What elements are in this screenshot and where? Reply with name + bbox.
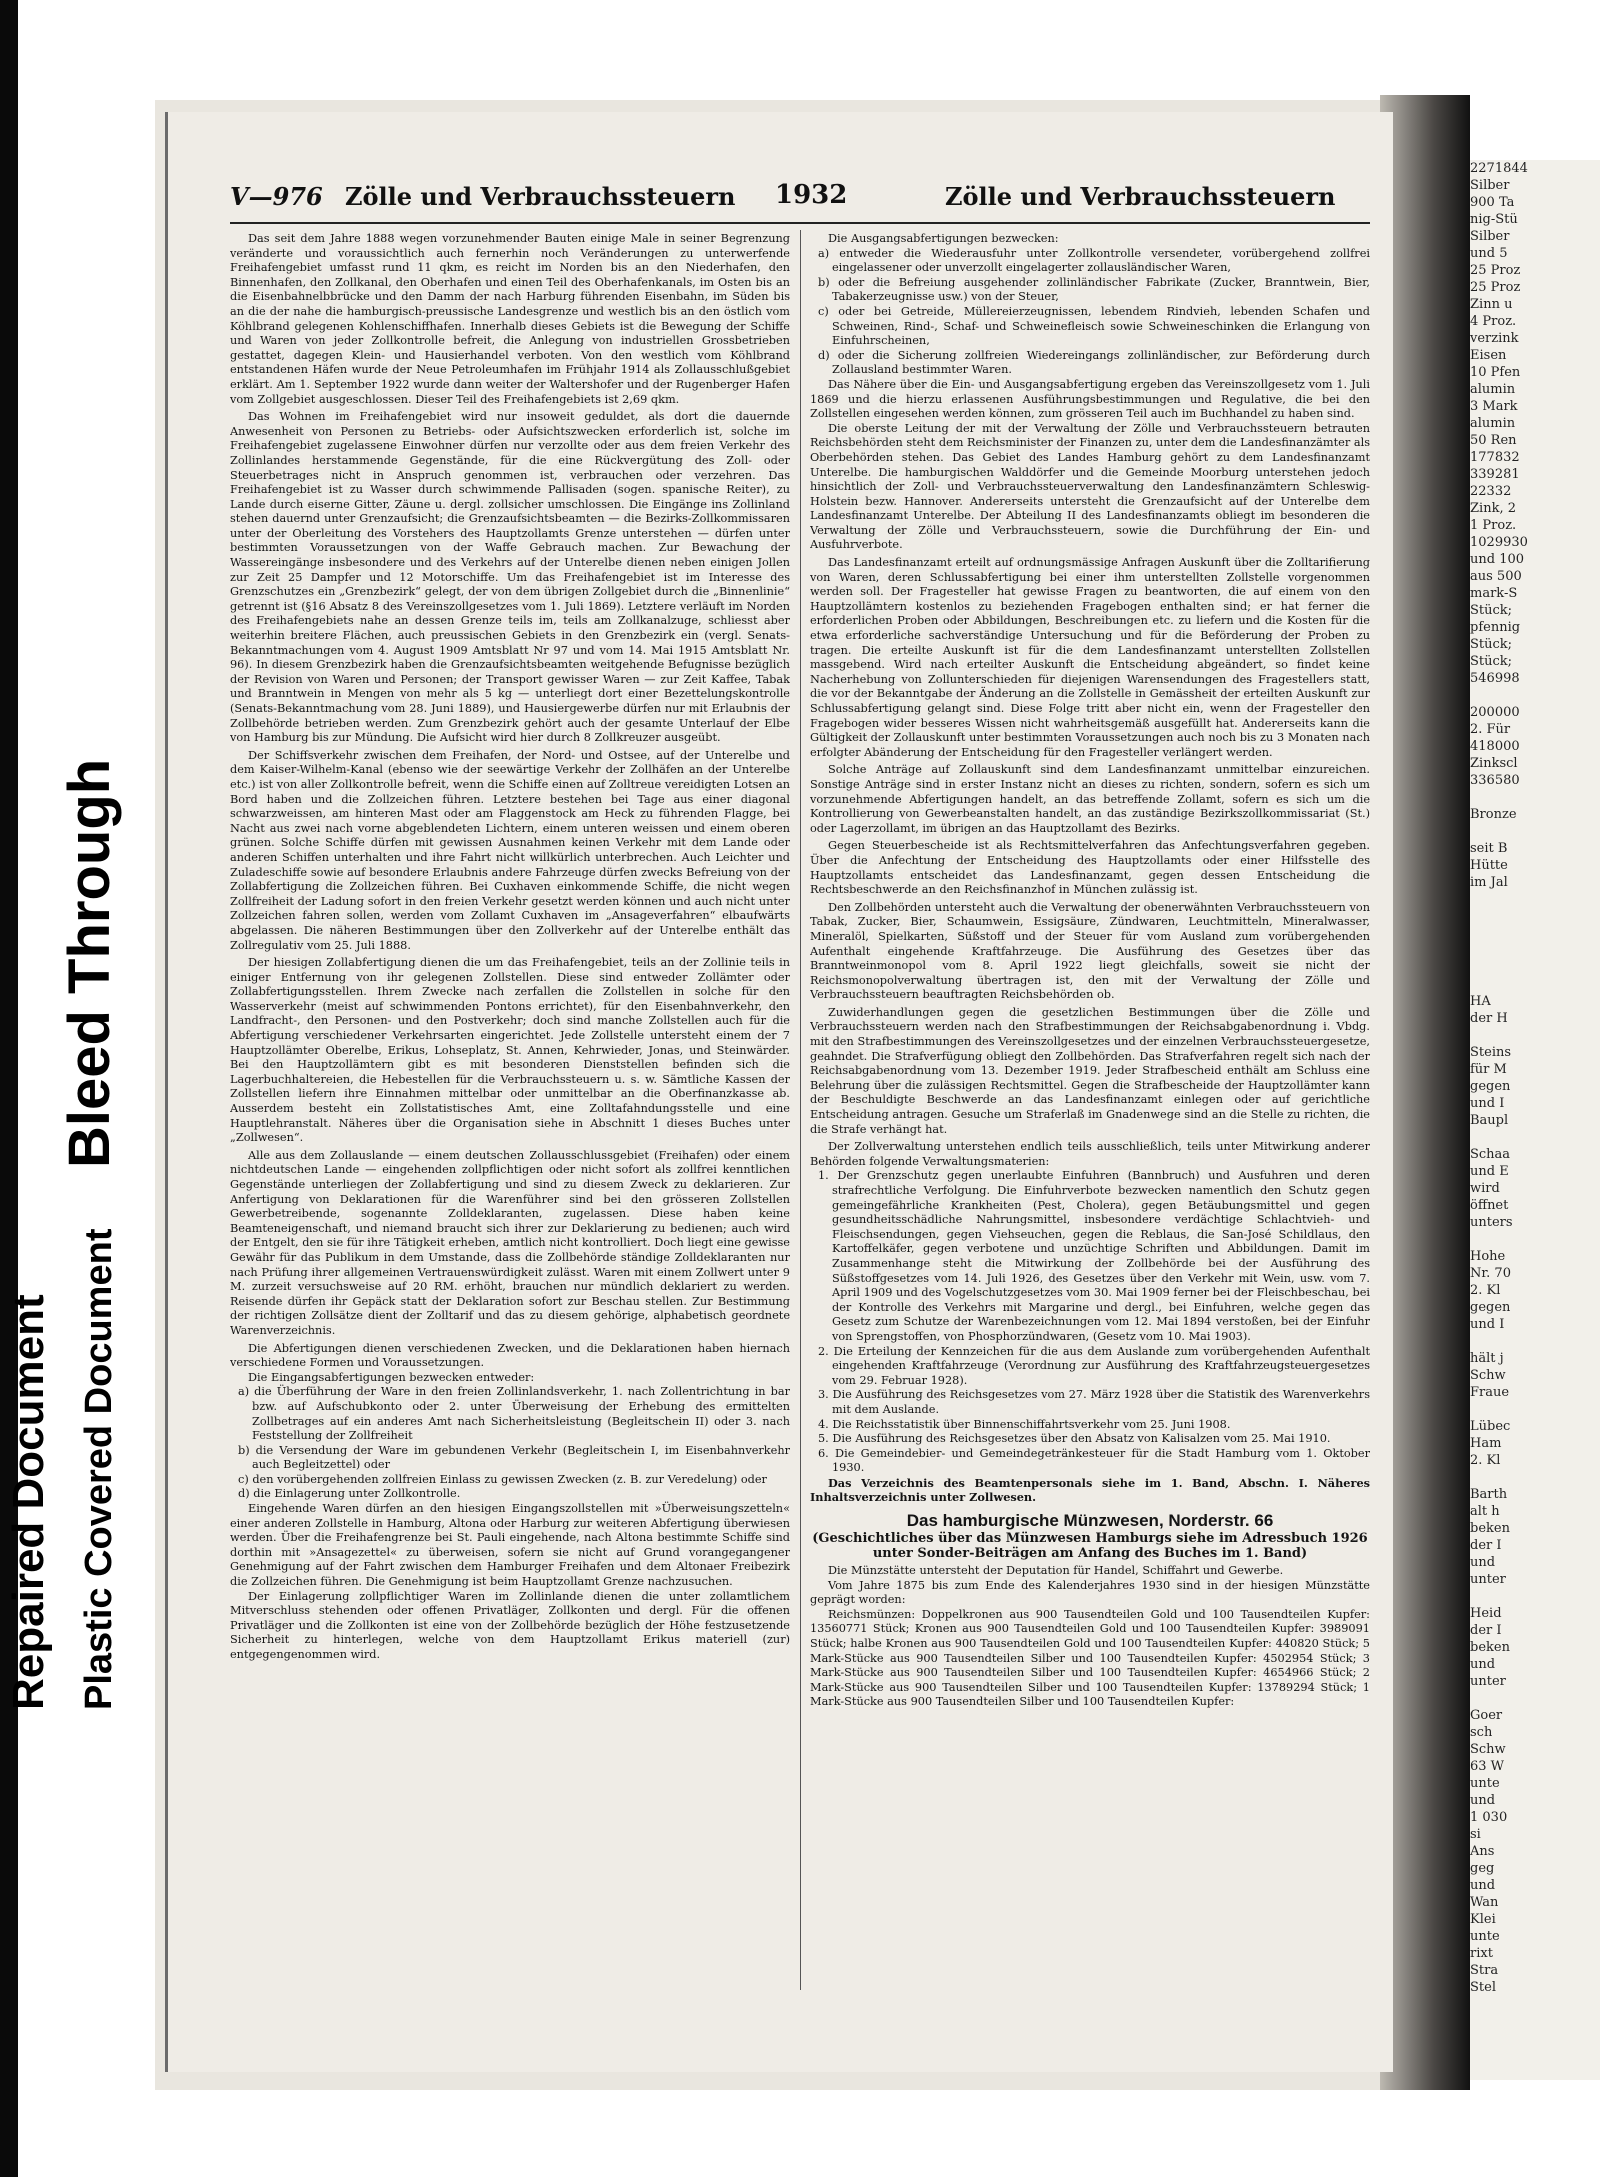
adjacent-page-edge <box>1470 160 1600 2080</box>
list-item: c) oder bei Getreide, Müllereierzeugnissen, lebendem Rindvieh, lebenden Schafen und Schweinen, Rind-, Schaf- und Schweinefleisch sowie Schweineschinken die Erlangung von Einfuhrscheinen, <box>818 304 1370 348</box>
paragraph: Die Abfertigungen dienen verschiedenen Zwecken, und die Deklarationen haben hiernach verschiedene Formen und Voraussetzungen. <box>230 1341 790 1370</box>
adjacent-page-fragment: Stück; <box>1470 603 1513 618</box>
adjacent-page-fragment: 1 Proz. <box>1470 518 1517 533</box>
adjacent-page-fragment: Schaa <box>1470 1147 1511 1162</box>
paragraph: Reichsmünzen: Doppelkronen aus 900 Tausendteilen Gold und 100 Tausendteilen Kupfer: 13560771 Stück; Kronen aus 900 Tausendteilen Gold und 100 Tausendteilen Kupfer: 3989091 Stück; halbe Kronen aus 900 Tausendteilen Gold und 100 Tausendteilen Kupfer: 440820 Stück; 5 Mark-Stücke aus 900 Tausendteilen Silber und 100 Tausendteilen Kupfer: 4502954 Stück; 3 Mark-Stücke aus 900 Tausendteilen Silber und 100 Tausendteilen Kupfer: 4654966 Stück; 2 Mark-Stücke aus 900 Tausendteilen Silber und 100 Tausendteilen Kupfer: 13789294 Stück; 1 Mark-Stücke aus 900 Tausendteilen Silber und 100 Tausendteilen Kupfer: <box>810 1607 1370 1709</box>
adjacent-page-fragment: unte <box>1470 1776 1500 1791</box>
header-rule <box>230 222 1370 224</box>
adjacent-page-fragment: Stück; <box>1470 654 1513 669</box>
adjacent-page-fragment: Hohe <box>1470 1249 1506 1264</box>
adjacent-page-fragment: alumin <box>1470 382 1516 397</box>
paragraph: Der Einlagerung zollpflichtiger Waren im Zollinlande dienen die unter zollamtlichem Mitverschluss stehenden oder offenen Privatläger, Zollkonten und dergl. Für die offenen Privatläger und die Zollkonten ist eine von der Zollbehörde bezüglich der Höhe festzusetzende Sicherheit zu hinterlegen, welche von dem Hauptzollamt Erikus materiell (zur) entgegengenommen wird. <box>230 1589 790 1661</box>
adjacent-page-fragment: seit B <box>1470 841 1508 856</box>
adjacent-page-fragment: unter <box>1470 1674 1506 1689</box>
adjacent-page-fragment: nig-Stü <box>1470 212 1518 227</box>
list-item: a) entweder die Wiederausfuhr unter Zollkontrolle versendeter, vorübergehend zollfrei eingelassener oder unverzollt eingelagerter zollausländischer Waren, <box>818 246 1370 275</box>
list-item: 2. Die Erteilung der Kennzeichen für die aus dem Auslande zum vorübergehenden Aufenthalt eingehenden Kraftfahrzeuge (Verordnung zur Ausführung des Kraftfahrzeugsteuergesetzes vom 29. Februar 1928). <box>818 1344 1370 1387</box>
adjacent-page-fragment: HA <box>1470 994 1491 1009</box>
adjacent-page-fragment: 2. Für <box>1470 722 1511 737</box>
adjacent-page-fragment: und I <box>1470 1317 1505 1332</box>
scan-bottom-margin <box>150 2090 1600 2177</box>
paragraph: Die Münzstätte untersteht der Deputation für Handel, Schiffahrt und Gewerbe. <box>828 1564 1284 1578</box>
adjacent-page-fragment <box>1470 1401 1600 1418</box>
adjacent-page-fragment <box>1470 1231 1600 1248</box>
adjacent-page-fragment: 3 Mark <box>1470 399 1518 414</box>
running-head-right: Zölle und Verbrauchssteuern <box>945 182 1336 211</box>
adjacent-page-fragment <box>1470 925 1600 942</box>
list-item: b) oder die Befreiung ausgehender zollinländischer Fabrikate (Zucker, Branntwein, Bier, Tabakerzeugnisse usw.) von der Steuer, <box>818 275 1370 304</box>
bleed-through-label: Bleed Through <box>57 758 122 1168</box>
page-gutter-shadow <box>1380 95 1470 2105</box>
adjacent-page-fragment: 900 Ta <box>1470 195 1515 210</box>
adjacent-page-fragment: Barth <box>1470 1487 1508 1502</box>
adjacent-page-fragment: Bronze <box>1470 807 1517 822</box>
paragraph: Das seit dem Jahre 1888 wegen vorzunehmender Bauten einige Male in seiner Begrenzung veränderte und voraussichtlich auch fernerhin noch Veränderungen zu unterwerfende Freihafengebiet umfasst rund 11 qkm, es reicht im Norden bis an den Niederhafen, den Binnenhafen, den Zollkanal, den Oberhafen und einen Teil des Oberhafenkanals, im Osten bis an die Eisenbahnelbbrücke und den Damm der nach Harburg führenden Eisenbahn, im Süden bis an die der nahe die hamburgisch-preussische Landesgrenze und westlich bis an den östlich vom Köhlbrand gelegenen Kohlenschiffhafen. Innerhalb dieses Gebiets ist die Bewegung der Schiffe und Waren von jeder Zollkontrolle befreit, die Anlegung von industriellen Grossbetrieben gestattet, dagegen Klein- und Hausierhandel verboten. Von den westlich vom Köhlbrand entstandenen Häfen wurde der Neue Petroleumhafen im Frühjahr 1914 als Zollausschlußgebiet erklärt. Am 1. September 1922 wurde dann weiter der Waltershofer und der Rugenberger Hafen vom Zollgebiet ausgeschlossen. Dieser Teil des Freihafengebiets ist 2,69 qkm. <box>230 232 790 406</box>
adjacent-page-fragment: und 5 <box>1470 246 1508 261</box>
repaired-document-label: Repaired Document <box>4 1294 53 1710</box>
adjacent-page-fragment: geg <box>1470 1861 1495 1876</box>
adjacent-page-fragment: Silber <box>1470 178 1510 193</box>
adjacent-page-fragment: 50 Ren <box>1470 433 1517 448</box>
adjacent-page-fragment: Stel <box>1470 1980 1496 1995</box>
adjacent-page-fragment: für M <box>1470 1062 1507 1077</box>
adjacent-page-fragment: hält j <box>1470 1351 1504 1366</box>
adjacent-page-fragment: der H <box>1470 1011 1508 1026</box>
adjacent-page-fragment: 2271844 <box>1470 161 1528 176</box>
adjacent-page-fragment <box>1470 891 1600 908</box>
adjacent-page-fragment: 546998 <box>1470 671 1520 686</box>
adjacent-page-fragment <box>1470 1129 1600 1146</box>
adjacent-page-fragment: Stück; <box>1470 637 1513 652</box>
adjacent-page-fragment: Ham <box>1470 1436 1502 1451</box>
column-divider <box>800 230 801 1990</box>
adjacent-page-fragment: Hütte <box>1470 858 1508 873</box>
adjacent-page-fragment: Nr. 70 <box>1470 1266 1511 1281</box>
list-item: 1. Der Grenzschutz gegen unerlaubte Einfuhren (Bannbruch) und Ausfuhren und deren strafrechtliche Verfolgung. Die Einfuhrverbote bezwecken namentlich den Schutz gegen gemeingefährliche Krankheiten (Pest, Cholera), gegen Betäubungsmittel und gegen gesundheitsschädliche Nahrungsmittel, insbesondere verdächtige Schlachtvieh- und Fleischsendungen, gegen Viehseuchen, gegen die Reblaus, die San-José Schildlaus, den Kartoffelkäfer, gegen verbotene und unzüchtige Schriften und Abbildungen. Damit im Zusammenhange steht die Mitwirkung der Zollbehörde bei der Ausführung des Süßstoffgesetzes vom 14. Juli 1926, des Gesetzes über den Verkehr mit Wein, usw. vom 7. April 1909 und des Vogelschutzgesetzes vom 30. Mai 1909 ferner bei der Fleischbeschau, bei der Kontrolle des Verkehrs mit Margarine und dergl., bei Einfuhren, welche gegen das Gesetz zum Schutze der Warenbezeichnungen vom 12. Mai 1894 verstoßen, bei der Einfuhr von Sprengstoffen, von Phosphorzündwaren, (Gesetz vom 10. Mai 1903). <box>818 1169 1370 1343</box>
year: 1932 <box>775 180 848 210</box>
adjacent-page-fragment <box>1470 1027 1600 1044</box>
paragraph: Der Schiffsverkehr zwischen dem Freihafen, der Nord- und Ostsee, auf der Unterelbe und dem Kaiser-Wilhelm-Kanal (ebenso wie der seewärtige Verkehr der Zollhäfen an der Unterelbe etc.) ist von aller Zollkontrolle befreit, wenn die Schiffe einen auf Zolltreue vereidigten Lotsen an Bord haben und die Zollzeichen führen. Letztere bestehen bei Tage aus einer diagonal schwarzweissen, am hinteren Mast oder am Flaggenstock am Heck zu führenden Flagge, bei Nacht aus zwei nach vorne abgeblendeten Lichtern, einem unteren weissen und einem oberen grünen. Solche Schiffe dürfen mit gewissen Ausnahmen keinen Verkehr mit dem Lande oder anderen Schiffen unterhalten und ihre Fahrt nicht willkürlich unterbrechen. Auch Leichter und Zuladeschiffe sowie auf besondere Erlaubnis andere Fahrzeuge dürfen zwecks Befreiung von der Zollabfertigung die Zollzeichen führen. Bei Cuxhaven einkommende Schiffe, die nicht wegen Zollfreiheit der Ladung sofort in den freien Verkehr gesetzt werden können und auch nicht unter Zollzeichen fahren sollen, werden vom Zollamt Cuxhaven im „Ansageverfahren“ elbaufwärts abgelassen. Die näheren Bestimmungen über den Zollverkehr auf der Unterelbe enthält das Zollregulativ vom 25. Juli 1888. <box>230 748 790 952</box>
section-subtitle: (Geschichtliches über das Münzwesen Hamburgs siehe im Adressbuch 1926 unter Sonder-Beiträgen am Anfang des Buches im 1. Band) <box>812 1531 1368 1562</box>
adjacent-page-fragment: Zinkscl <box>1470 756 1518 771</box>
paragraph: Der Zollverwaltung unterstehen endlich teils ausschließlich, teils unter Mitwirkung anderer Behörden folgende Verwaltungsmaterien: <box>810 1140 1370 1168</box>
paragraph: Das Landesfinanzamt erteilt auf ordnungsmässige Anfragen Auskunft über die Zolltarifierung von Waren, deren Schlussabfertigung bei einer ihm unterstellten Zollstelle vorgenommen werden soll. Der Fragesteller hat gewisse Fragen zu beantworten, die auf einem von den Hauptzollämtern kostenlos zu beziehenden Fragebogen enthalten sind; er hat ferner die erforderlichen Proben oder Abbildungen, Beschreibungen etc. zu liefern und die Kosten für die etwa erforderliche sachverständige Untersuchung und für die Beförderung der Proben zu tragen. Die erteilte Auskunft ist für die dem Landesfinanzamt unterstellten Zollstellen massgebend. Wird nach erteilter Auskunft die Entscheidung abgeändert, so findet keine Nacherhebung von Zollunterschieden für diejenigen Warensendungen des Fragestellers statt, die vor der Bekanntgabe der Änderung an die Zollstelle in Gemässheit der erteilten Auskunft zur Schlussabfertigung gelangt sind. Diese Folge tritt aber nicht ein, wenn der Fragesteller den Fragebogen wider besseres Wissen nicht wahrheitsgemäß ausgefüllt hat. Andererseits kann die Gültigkeit der Zollauskunft unter bestimmten Voraussetzungen auch noch bis zu 3 Monaten nach erfolgter Abänderung der Entscheidung für den Fragesteller verlängert werden. <box>810 556 1370 759</box>
adjacent-page-fragment: Lübec <box>1470 1419 1511 1434</box>
adjacent-page-fragment: unters <box>1470 1215 1513 1230</box>
adjacent-page-fragment: 25 Proz <box>1470 280 1521 295</box>
adjacent-page-fragment: Ans <box>1470 1844 1495 1859</box>
adjacent-page-fragment: mark-S <box>1470 586 1518 601</box>
adjacent-page-fragment <box>1470 1333 1600 1350</box>
paragraph: Den Zollbehörden untersteht auch die Verwaltung der obenerwähnten Verbrauchssteuern von Tabak, Zucker, Bier, Schaumwein, Essigsäure, Zündwaren, Leuchtmitteln, Mineralwasser, Mineralöl, Spielkarten, Süßstoff und der Steuer für vom Ausland zum vorübergehenden Aufenthalt eingehende Kraftfahrzeuge. Die Ausführung des Gesetzes über das Branntweinmonopol vom 8. April 1922 liegt gleichfalls, soweit sie nicht der Reichsmonopolverwaltung übertragen ist, den mit der Verwaltung der Zölle und Verbrauchssteuern beauftragten Reichsbehörden ob. <box>810 900 1370 1002</box>
adjacent-page-fragment: verzink <box>1470 331 1519 346</box>
adjacent-page-fragment: Eisen <box>1470 348 1507 363</box>
adjacent-page-fragment: 339281 <box>1470 467 1520 482</box>
paragraph: Das Wohnen im Freihafengebiet wird nur insoweit geduldet, als dort die dauernde Anwesenheit von Personen zu Betriebs- oder Aufsichtszwecken erforderlich ist, solche im Freihafengebiet zugelassene Einwohner dürfen nur verzollte oder aus dem freien Verkehr des Zollinlandes herstammende Gegenstände, für die eine Rückvergütung des Zoll- oder Steuerbetrages nicht in Anspruch genommen ist, verbrauchen oder verzehren. Das Freihafengebiet ist zu Wasser durch schwimmende Pallisaden (sogen. spanische Reiter), zu Lande durch eiserne Gitter, Zäune u. dergl. zollsicher umschlossen. Die Eingänge ins Zollinland stehen dauernd unter Grenzaufsicht; die Grenzaufsichtsbeamten — die Bezirks-Zollkommissaren unter der Oberleitung des Vorstehers des Hauptzollamts Grenze unterstehen — dürfen unter bestimmten Voraussetzungen von der Waffe Gebrauch machen. Zur Bewachung der Wassereingänge insbesondere und des Verkehrs auf der Unterelbe dienen neben einigen Jollen zur Zeit 25 Dampfer und 12 Motorschiffe. Um das Freihafengebiet ist im Interesse des Grenzschutzes ein „Grenzbezirk“ gelegt, der von dem übrigen Zollgebiet durch die „Binnenlinie“ getrennt ist (§16 Absatz 8 des Vereinszollgesetzes vom 1. Juli 1869). Letztere verläuft im Norden des Freihafengebiets nahe an dessen Grenze teils im, teils am Zollkanalzuge, schliesst aber weiterhin breitere Flächen, auch preussischen Gebiets in den Grenzbezirk ein (vergl. Senats-Bekanntmachungen vom 4. August 1909 Amtsblatt Nr 97 und vom 14. Mai 1915 Amtsblatt Nr. 96). In diesem Grenzbezirk haben die Grenzaufsichtsbeamten weitgehende Befugnisse bezüglich der Revision von Waren und Personen; der Transport gewisser Waren — zur Zeit Kaffee, Tabak und Branntwein in Mengen von mehr als 5 kg — unterliegt dort einer Bezettelungskontrolle (Senats-Bekanntmachung vom 28. Juni 1889), und Hausiergewerbe dürfen nur mit Erlaubnis der Zollbehörde betrieben werden. Zum Grenzbezirk gehört auch der gesamte Unterlauf der Elbe von Hamburg bis zur Mündung. Die Aufsicht wird hier durch 8 Zollkreuzer ausgeübt. <box>230 410 790 745</box>
section-title: Das hamburgische Münzwesen, Norderstr. 66 <box>906 1511 1274 1531</box>
list-item: d) die Einlagerung unter Zollkontrolle. <box>238 1487 461 1501</box>
adjacent-page-fragment: Stra <box>1470 1963 1499 1978</box>
paragraph: Vom Jahre 1875 bis zum Ende des Kalenderjahres 1930 sind in der hiesigen Münzstätte geprägt worden: <box>810 1578 1370 1607</box>
adjacent-page-fragment: beken <box>1470 1521 1510 1536</box>
adjacent-page-fragment: aus 500 <box>1470 569 1522 584</box>
list-item: 3. Die Ausführung des Reichsgesetzes vom 27. März 1928 über die Statistik des Warenverkehrs mit dem Auslande. <box>818 1388 1370 1416</box>
page-number: V—976 <box>230 182 323 211</box>
list-item: c) den vorübergehenden zollfreien Einlass zu gewissen Zwecken (z. B. zur Veredelung) oder <box>238 1472 767 1486</box>
adjacent-page-fragment: 2. Kl <box>1470 1453 1501 1468</box>
adjacent-page-fragment: und 100 <box>1470 552 1525 567</box>
adjacent-page-fragment: Steins <box>1470 1045 1512 1060</box>
adjacent-page-fragment: wird <box>1470 1181 1500 1196</box>
paragraph: Alle aus dem Zollauslande — einem deutschen Zollausschlussgebiet (Freihafen) oder einem nichtdeutschen Lande — eingehenden zollpflichtigen oder nicht sofort als zollfrei kenntlichen Gegenstände unterliegen der Zollabfertigung und sind zu diesem Zweck zu deklarieren. Zur Anfertigung von Deklarationen für die Warenführer sind bei den grösseren Zollstellen Gewerbetreibende, sogenannte Zolldeklaranten, zugelassen. Diese haben keine Beamteneigenschaft, und niemand braucht sich ihrer zur Deklarierung zu bedienen; auch wird der Entgelt, den sie für ihre Tätigkeit erheben, amtlich nicht kontrolliert. Doch liegt eine gewisse Gewähr für das Publikum in dem Umstande, dass die Zollbehörde ständige Zolldeklaranten nur nach Prüfung ihrer allgemeinen Vertrauenswürdigkeit zulässt. Waren mit einem Zollwert unter 9 M. zurzeit versuchsweise auf 20 RM. erhöht, brauchen nur mündlich deklariert zu werden. Reisende dürfen ihr Gepäck statt der Deklaration sofort zur Beschau stellen. Zur Bestimmung der richtigen Zollsätze dient der Zolltarif und das zu diesem gehörige, alphabetisch geordnete Warenverzeichnis. <box>230 1148 790 1337</box>
adjacent-page-fragment: 4 Proz. <box>1470 314 1517 329</box>
adjacent-page-fragment: Silber <box>1470 229 1510 244</box>
personnel-note: Das Verzeichnis des Beamtenpersonals siehe im 1. Band, Abschn. I. Näheres Inhaltsverzeichnis unter Zollwesen. <box>810 1475 1370 1505</box>
adjacent-page-fragment <box>1470 789 1600 806</box>
adjacent-page-fragment: beken <box>1470 1640 1510 1655</box>
paragraph: Eingehende Waren dürfen an den hiesigen Eingangszollstellen mit »Überweisungszetteln« einer anderen Zollstelle in Hamburg, Altona oder Harburg zur weiteren Abfertigung überwiesen werden. Über die Freihafengrenze bei St. Pauli eingehende, nach Altona bestimmte Schiffe sind dorthin mit »Ansagezettel« zu überweisen, sofern sie nicht auf Grund vorangegangener Genehmigung auf der Fahrt zwischen dem Hamburger Freihafen und dem Altonaer Freibezirk die Zollzeichen führen. Die Genehmigung ist beim Hauptzollamt Grenze nachzusuchen. <box>230 1502 790 1589</box>
adjacent-page-fragment <box>1470 908 1600 925</box>
paragraph: Die Ausgangsabfertigungen bezwecken: <box>828 232 1059 245</box>
adjacent-page-fragment: 25 Proz <box>1470 263 1521 278</box>
paragraph: Die oberste Leitung der mit der Verwaltung der Zölle und Verbrauchssteuern betrauten Reichsbehörden steht dem Reichsminister der Finanzen zu, unter dem die Landesfinanzämter als Oberbehörden stehen. Das Gebiet des Landes Hamburg gehört zu dem Landesfinanzamt Unterelbe. Die hamburgischen Walddörfer und die Gemeinde Moorburg unterstehen jedoch hinsichtlich der Zoll- und Verbrauchssteuerverwaltung den Landesfinanzämtern Schleswig-Holstein bezw. Hannover. Andererseits untersteht die Grenzaufsicht auf der Unterelbe dem Landesfinanzamt Unterelbe. Der Abteilung II des Landesfinanzamts obliegt im besonderen die Verwaltung der Zölle und Verbrauchssteuern, sowie die Durchführung der Ein- und Ausfuhrverbote. <box>810 421 1370 552</box>
adjacent-page-fragment: und E <box>1470 1164 1509 1179</box>
adjacent-page-fragment: 1 030 <box>1470 1810 1508 1825</box>
adjacent-page-fragment: gegen <box>1470 1079 1511 1094</box>
adjacent-page-fragment: der I <box>1470 1538 1502 1553</box>
scan-left-border <box>0 0 18 2177</box>
list-item: 6. Die Gemeindebier- und Gemeindegetränkesteuer für die Stadt Hamburg vom 1. Oktober 1930. <box>818 1446 1370 1475</box>
running-head-left: Zölle und Verbrauchssteuern <box>345 182 736 211</box>
adjacent-page-fragment <box>1470 1588 1600 1605</box>
adjacent-page-fragment: Klei <box>1470 1912 1496 1927</box>
adjacent-page-fragment: Schw <box>1470 1742 1506 1757</box>
adjacent-page-fragment: und <box>1470 1793 1496 1808</box>
paragraph: Gegen Steuerbescheide ist als Rechtsmittelverfahren das Anfechtungsverfahren gegeben. Über die Anfechtung der Entscheidung des Hauptzollamts oder einer Hilfsstelle des Hauptzollamts entscheidet das Landesfinanzamt, gegen dessen Entscheidung die Rechtsbeschwerde an den Reichsfinanzhof in München zulässig ist. <box>810 839 1370 897</box>
adjacent-page-fragment: Baupl <box>1470 1113 1509 1128</box>
side-labels <box>4 0 148 2177</box>
paragraph: Der hiesigen Zollabfertigung dienen die um das Freihafengebiet, teils an der Zollinie teils in einiger Entfernung von ihr gelegenen Zollstellen. Diese sind entweder Zollämter oder Zollabfertigungsstellen. Ihrem Zwecke nach zerfallen die Zollstellen in solche für den Wasserverkehr (meist auf schwimmenden Pontons errichtet), für den Eisenbahnverkehr, den Landfracht-, den Personen- und den Postverkehr; doch sind manche Zollstellen auch für die Abfertigung verschiedener Verkehrsarten eingerichtet. Jede Zollstelle untersteht einem der 7 Hauptzollämter Oberelbe, Erikus, Lohseplatz, St. Annen, Kehrwieder, Jonas, und Steinwärder. Bei den Hauptzollämtern gibt es mit besonderen Dienststellen befinden sich die Lagerbuchhaltereien, die Hebestellen für die Verbrauchssteuern u. s. w. Sämtliche Kassen der Zollstellen liefern ihre Einnahmen mittelbar oder unmittelbar an die Oberfinanzkasse ab. Ausserdem besteht ein Zollstatistisches Amt, eine Zolltafahndungsstelle und eine Hauptlehranstalt. Näheres über die Organisation siehe in Abschnitt 1 dieses Buches unter „Zollwesen“. <box>230 956 790 1145</box>
adjacent-page-fragment: rixt <box>1470 1946 1493 1961</box>
adjacent-page-fragment: 1029930 <box>1470 535 1528 550</box>
list-item: b) die Versendung der Ware im gebundenen Verkehr (Begleitschein I, im Eisenbahnverkehr auch Begleitzettel) oder <box>238 1443 790 1472</box>
adjacent-page-fragment: Fraue <box>1470 1385 1510 1400</box>
list-item: d) oder die Sicherung zollfreien Wiedereingangs zollinländischer, zur Beförderung durch Zollausland bestimmter Waren. <box>818 348 1370 377</box>
paragraph: Die Eingangsabfertigungen bezwecken entweder: <box>248 1370 535 1384</box>
adjacent-page-fragment: Zinn u <box>1470 297 1513 312</box>
adjacent-page-fragment: gegen <box>1470 1300 1511 1315</box>
adjacent-page-fragment: der I <box>1470 1623 1502 1638</box>
list-item: 5. Die Ausführung des Reichsgesetzes über den Absatz von Kalisalzen vom 25. Mai 1910. <box>818 1432 1331 1446</box>
adjacent-page-fragment: und <box>1470 1657 1496 1672</box>
adjacent-page-fragment: unte <box>1470 1929 1500 1944</box>
adjacent-page-fragment: im Jal <box>1470 875 1508 890</box>
adjacent-page-fragment: alt h <box>1470 1504 1500 1519</box>
adjacent-page-fragment: Schw <box>1470 1368 1506 1383</box>
list-item: 4. Die Reichsstatistik über Binnenschiffahrtsverkehr vom 25. Juni 1908. <box>818 1417 1231 1431</box>
left-column <box>230 232 790 1992</box>
adjacent-page-fragment: alumin <box>1470 416 1516 431</box>
adjacent-page-fragment: Goer <box>1470 1708 1503 1723</box>
adjacent-page-fragment: Heid <box>1470 1606 1502 1621</box>
adjacent-page-fragment: 10 Pfen <box>1470 365 1521 380</box>
list-item: a) die Überführung der Ware in den freien Zollinlandsverkehr, 1. nach Zollentrichtung in bar bzw. auf Aufschubkonto oder 2. unter Überweisung der Erhebung des ermittelten Zollbetrages auf ein anderes Amt nach Sicherheitsleistung (Begleitschein II) oder 3. nach Feststellung der Zollfreiheit <box>238 1385 790 1443</box>
adjacent-page-fragment: Zink, 2 <box>1470 501 1516 516</box>
adjacent-page-fragment <box>1470 942 1600 959</box>
adjacent-page-fragment: öffnet <box>1470 1198 1509 1213</box>
adjacent-page-fragment: 418000 <box>1470 739 1520 754</box>
adjacent-page-fragment <box>1470 1469 1600 1486</box>
adjacent-page-fragment: und <box>1470 1555 1496 1570</box>
adjacent-page-fragment: 22332 <box>1470 484 1512 499</box>
paragraph: Das Nähere über die Ein- und Ausgangsabfertigung ergeben das Vereinszollgesetz vom 1. Juli 1869 und die hierzu erlassenen Ausführungsbestimmungen und Regulative, die bei den Zollstellen eingesehen werden können, zum grösseren Teil auch im Buchhandel zu haben sind. <box>810 377 1370 421</box>
adjacent-page-fragment: si <box>1470 1827 1481 1842</box>
adjacent-page-fragment: 63 W <box>1470 1759 1505 1774</box>
adjacent-page-fragment: 200000 <box>1470 705 1520 720</box>
paragraph: Zuwiderhandlungen gegen die gesetzlichen Bestimmungen über die Zölle und Verbrauchssteuern werden nach den Strafbestimmungen der Reichsabgabenordnung i. Vbdg. mit den Strafbestimmungen des Vereinszollgesetzes und der einzelnen Verbrauchssteuergesetze, geahndet. Die Strafverfügung obliegt den Zollbehörden. Das Strafverfahren regelt sich nach der Reichsabgabenordnung vom 13. Dezember 1919. Jeder Strafbescheid enthält am Schluss eine Belehrung über die zulässigen Rechtsmittel. Gegen die Strafbescheide der Hauptzollämter kann der Beschuldigte Beschwerde an das Landesfinanzamt einlegen oder auf gerichtliche Entscheidung antragen. Gesuche um Straferlaß im Gnadenwege sind an die Stelle zu richten, die die Strafe verhängt hat. <box>810 1005 1370 1136</box>
adjacent-page-fragment: 177832 <box>1470 450 1520 465</box>
paragraph: Solche Anträge auf Zollauskunft sind dem Landesfinanzamt unmittelbar einzureichen. Sonstige Anträge sind in erster Instanz nicht an dieses zu richten, sondern, sofern es sich um vorzunehmende Abfertigungen handelt, an das betreffende Zollamt, sofern es sich um die Kontrollierung von Gewerbeanstalten handelt, an das zuständige Bezirkszollkommissariat (St.) oder Lagerzollamt, im übrigen an das Hauptzollamt des Bezirks. <box>810 763 1370 835</box>
adjacent-page-fragment: pfennig <box>1470 620 1521 635</box>
adjacent-page-fragment: 2. Kl <box>1470 1283 1501 1298</box>
adjacent-page-fragment: sch <box>1470 1725 1493 1740</box>
adjacent-page-fragment: 336580 <box>1470 773 1520 788</box>
adjacent-page-fragment <box>1470 1690 1600 1707</box>
adjacent-page-fragment: und I <box>1470 1096 1505 1111</box>
right-column <box>810 232 1370 1992</box>
plastic-covered-label: Plastic Covered Document <box>78 1228 120 1710</box>
adjacent-page-fragment: Wan <box>1470 1895 1499 1910</box>
running-header <box>230 180 1370 220</box>
adjacent-page-fragment <box>1470 976 1600 993</box>
adjacent-page-fragment: und <box>1470 1878 1496 1893</box>
adjacent-page-fragment <box>1470 687 1600 704</box>
adjacent-page-fragment <box>1470 823 1600 840</box>
adjacent-page-fragment: unter <box>1470 1572 1506 1587</box>
adjacent-page-fragment <box>1470 959 1600 976</box>
